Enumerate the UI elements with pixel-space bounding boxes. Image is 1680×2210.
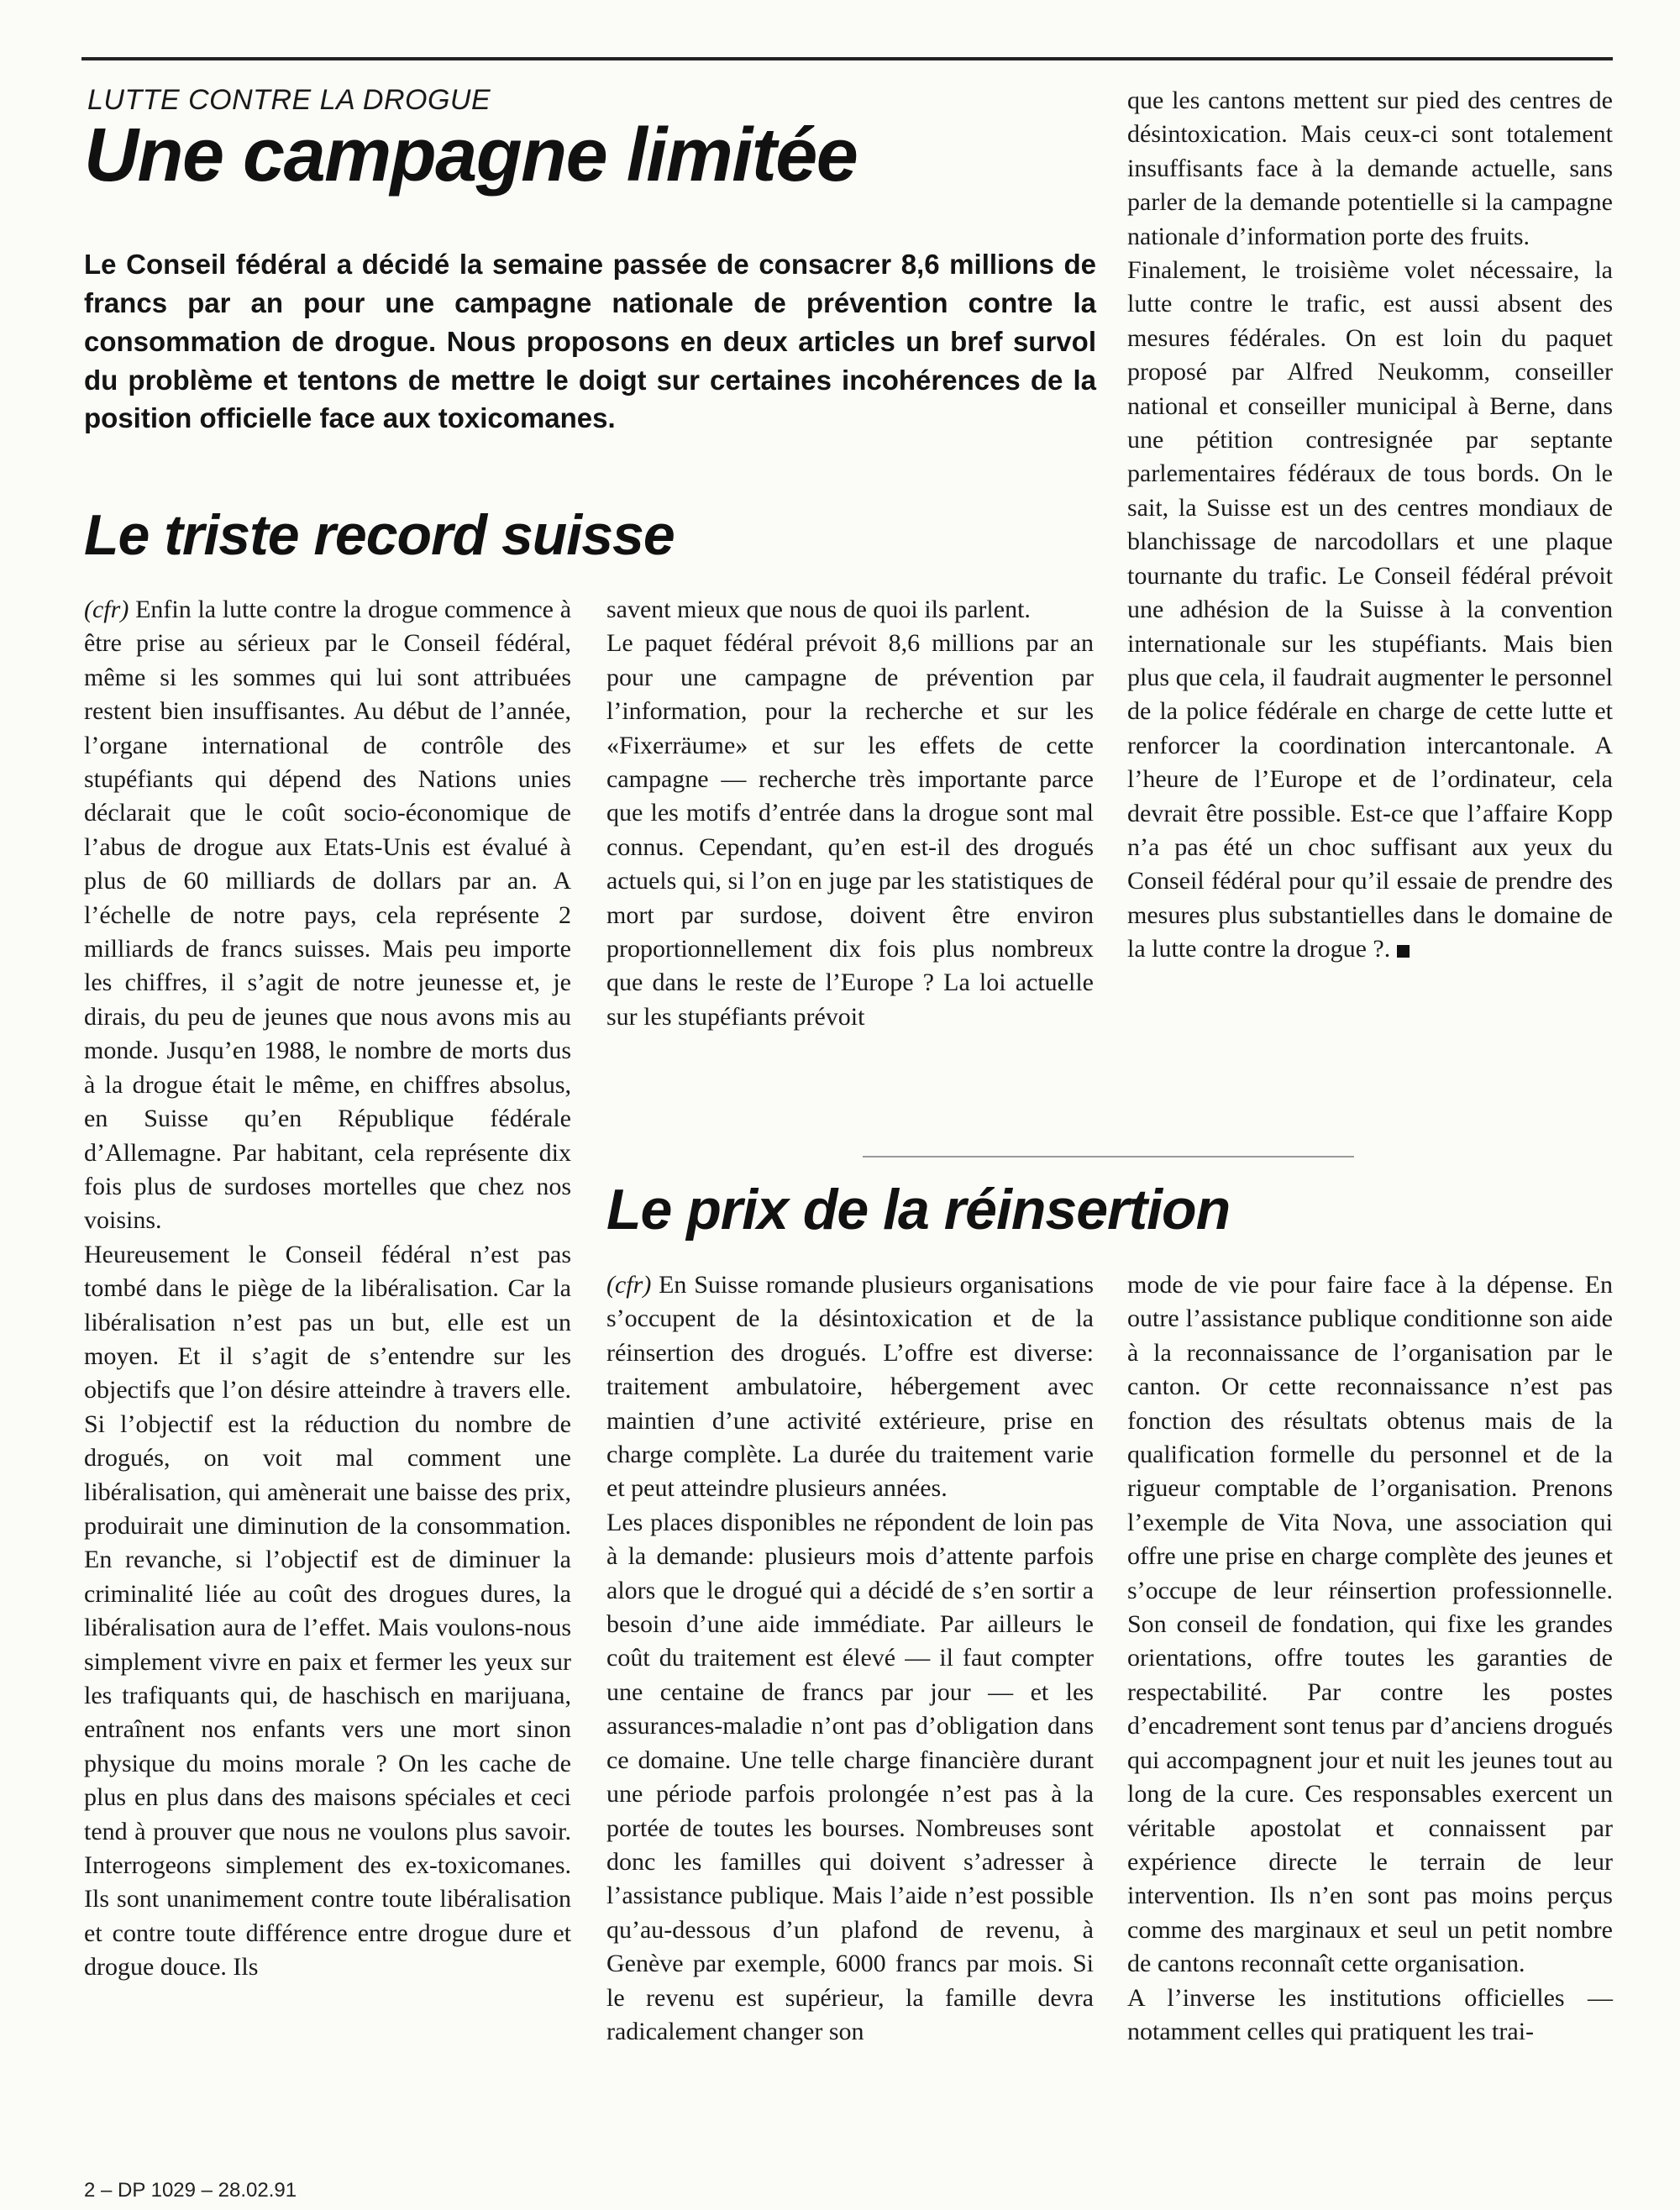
article1-column-1 xyxy=(84,593,571,1985)
author-tag: (cfr) xyxy=(606,1271,652,1299)
article2-paragraph xyxy=(606,1268,1094,1506)
article2-column-1 xyxy=(606,1268,1094,2049)
article1-paragraph-text: Finalement, le troisième volet nécessaire, la lutte contre le trafic, est aussi absent des mesures fédérales. On est loin du paquet proposé par Alfred Neukomm, conseiller national et conseiller municipal à Berne, dans une pétition contresignée par septante parlementaires fédéraux de tous bords. On le sait, la Suisse est un des centres mondiaux de blanchissage de narcodollars et une plaque tournante du trafic. Le Conseil fédéral prévoit une adhésion de la Suisse à la convention internationale sur les stupéfiants. Mais bien plus que cela, il faudrait augmenter le personnel de la police fédérale en charge de cette lutte et renforcer la coordination intercantonale. A l’heure de l’Europe et de l’ordinateur, cela devrait être possible. Est-ce que l’affaire Kopp n’a pas été un choc suffisant aux yeux du Conseil fédéral pour qu’il essaie de prendre des mesures plus substantielles dans le domaine de la lutte contre la drogue ?. xyxy=(1127,256,1613,963)
article1-paragraph: Le paquet fédéral prévoit 8,6 millions par an pour une campagne de prévention par l’information, pour la recherche et sur les «Fixerräume» et sur les effets de cette campagne — recherche très importante parce que les motifs d’entrée dans la drogue sont mal connus. Cependant, qu’en est-il des drogués actuels qui, si l’on en juge par les statistiques de mort par surdose, doivent être environ proportionnellement dix fois plus nombreux que dans le reste de l’Europe ? La loi actuelle sur les stupéfiants prévoit xyxy=(606,629,1094,1031)
end-of-article-mark xyxy=(1397,945,1410,958)
article2-column-2 xyxy=(1127,1268,1613,2049)
article1-paragraph-text: Enfin la lutte contre la drogue commence à être prise au sérieux par le Conseil fédéral, même si les sommes qui lui sont attribuées restent bien insuffisantes. Au début de l’année, l’organe international de contrôle des stupéfiants qui dépend des Nations unies déclarait que le coût socio-économique de l’abus de drogue aux Etats-Unis est évalué à plus de 60 milliards de dollars par an. A l’échelle de notre pays, cela représente 2 milliards de francs suisses. Mais peu importe les chiffres, il s’agit de notre jeunesse et, je dirais, du peu de jeunes que nous avons mis au monde. Jusqu’en 1988, le nombre de morts dus à la drogue était le même, en chiffres absolus, en Suisse qu’en République fédérale d’Allemagne. Par habitant, cela représente dix fois plus de surdoses mortelles que chez nos voisins. xyxy=(84,596,572,1235)
author-tag: (cfr) xyxy=(84,596,129,623)
article1-column-3 xyxy=(1127,84,1613,967)
article1-column-2 xyxy=(606,593,1094,1034)
article2-paragraph: Les places disponibles ne répondent de loin pas à la demande: plusieurs mois d’attente parfois alors que le drogué qui a décidé de s’en sortir a besoin d’une aide immédiate. Par ailleurs le coût du traitement est élevé — il faut compter une centaine de francs par jour — et les assurances-maladie n’ont pas d’obligation dans ce domaine. Une telle charge financière durant une période parfois prolongée n’est pas à la portée de toutes les bourses. Nombreuses sont donc les familles qui doivent s’adresser à l’assistance publique. Mais l’aide n’est possible qu’au-dessous d’un plafond de revenu, à Genève par exemple, 6000 francs par mois. Si le revenu est supérieur, la famille devra radicalement changer son xyxy=(606,1508,1094,2045)
article1-paragraph xyxy=(84,593,571,1238)
article2-paragraph: A l’inverse les institutions officielles — notamment celles qui pratiquent les trai- xyxy=(1127,1983,1613,2045)
article1-paragraph xyxy=(1127,254,1613,967)
section-kicker: LUTTE CONTRE LA DROGUE xyxy=(87,84,491,116)
article1-paragraph: savent mieux que nous de quoi ils parlent. xyxy=(606,596,1031,623)
article1-paragraph: que les cantons mettent sur pied des centres de désintoxication. Mais ceux-ci sont totalement insuffisants face à la demande actuelle, sans parler de la demande potentielle si la campagne nationale d’information porte des fruits. xyxy=(1127,87,1613,250)
article2-paragraph-text: En Suisse romande plusieurs organisations s’occupent de la désintoxication et de la réinsertion des drogués. L’offre est diverse: traitement ambulatoire, hébergement avec maintien d’une activité extérieure, prise en charge complète. La durée du traitement varie et peut atteindre plusieurs années. xyxy=(606,1271,1094,1503)
top-rule xyxy=(81,57,1613,60)
article1-title: Le triste record suisse xyxy=(84,503,675,567)
article2-title: Le prix de la réinsertion xyxy=(606,1178,1231,1241)
page-footer: 2 – DP 1029 – 28.02.91 xyxy=(84,2179,297,2202)
article1-paragraph: Heureusement le Conseil fédéral n’est pas tombé dans le piège de la libéralisation. Car la libéralisation n’est pas un but, elle est un moyen. Et il s’agit de s’entendre sur les objectifs que l’on désire atteindre à travers elle. Si l’objectif est la réduction du nombre de drogués, on voit mal comment une libéralisation, qui amènerait une baisse des prix, produirait une diminution de la consommation. En revanche, si l’objectif est de diminuer la criminalité liée au coût des drogues dures, la libéralisation aura de l’effet. Mais voulons-nous simplement vivre en paix et fermer les yeux sur les trafiquants qui, de haschisch en marijuana, entraînent nos enfants vers une mort sinon physique du moins morale ? On les cache de plus en plus dans des maisons spéciales et ceci tend à prouver que nous ne voulons plus savoir. Interrogeons simplement des ex-toxicomanes. Ils sont unanimement contre toute libéralisation et contre toute différence entre drogue dure et drogue douce. Ils xyxy=(84,1240,571,1982)
article-divider xyxy=(863,1156,1354,1157)
page-title: Une campagne limitée xyxy=(84,113,858,197)
lead-paragraph: Le Conseil fédéral a décidé la semaine passée de consacrer 8,6 millions de francs par an pour une campagne nationale de prévention contre la consommation de drogue. Nous proposons en deux articles un bref survol du problème et tentons de mettre le doigt sur certaines incohérences de la position officielle face aux toxicomanes. xyxy=(84,249,1096,434)
article2-paragraph: mode de vie pour faire face à la dépense. En outre l’assistance publique conditionne son aide à la reconnaissance de l’organisation par le canton. Or cette reconnaissance n’est pas fonction des résultats obtenus mais de la qualification formelle du personnel et de la rigueur comptable de l’organisation. Prenons l’exemple de Vita Nova, une association qui offre une prise en charge complète des jeunes et s’occupe de leur réinsertion professionnelle. Son conseil de fondation, qui fixe les grandes orientations, offre toutes les garanties de respectabilité. Par contre les postes d’encadrement sont tenus par d’anciens drogués qui accompagnent jour et nuit les jeunes tout au long de la cure. Ces responsables exercent un véritable apostolat et connaissent par expérience directe le terrain de leur intervention. Ils n’en sont pas moins perçus comme des marginaux et seul un petit nombre de cantons reconnaît cette organisation. xyxy=(1127,1271,1613,1978)
